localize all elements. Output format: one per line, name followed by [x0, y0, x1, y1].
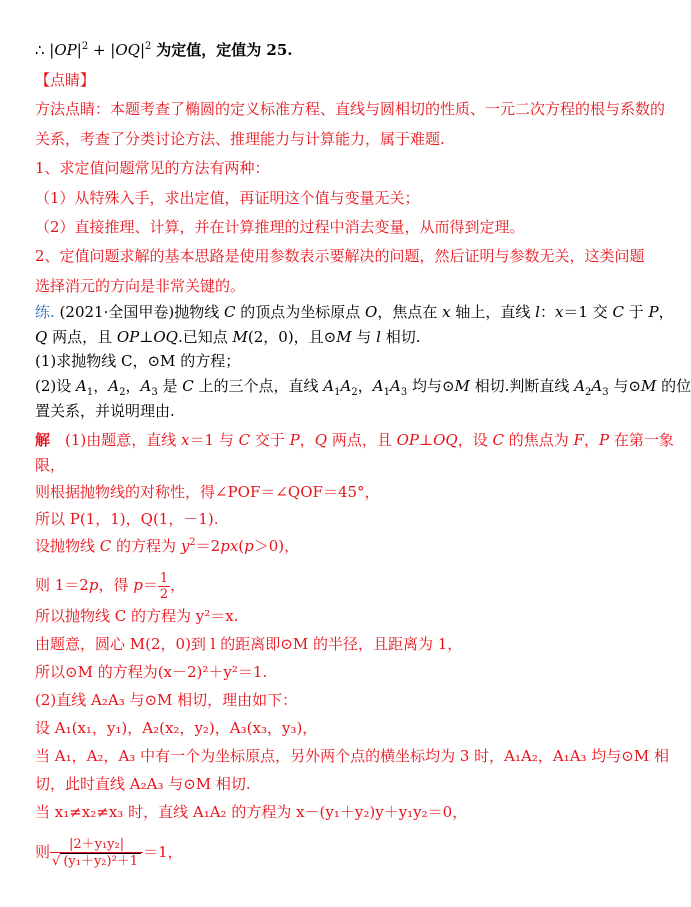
practice-label: 练.	[35, 303, 55, 321]
distance-suffix: ＝1，	[143, 843, 183, 861]
solution-case-2-line: 当 x₁≠x₂≠x₃ 时，直线 A₁A₂ 的方程为 x－(y₁＋y₂)y＋y₁y₂＝0，	[35, 803, 468, 821]
summary-line-2: 关系，考查了分类讨论方法、推理能力与计算能力，属于难题.	[35, 130, 445, 148]
problem-line-1: 练. (2021·全国甲卷)抛物线 C 的顶点为坐标原点 O，焦点在 x 轴上，直线 l：x＝1 交 C 于 P，	[35, 303, 674, 321]
solution-part2-intro: (2)直线 A₂A₃ 与⊙M 相切，理由如下：	[35, 691, 298, 709]
question-2-line-2: 置关系，并说明理由.	[35, 402, 175, 420]
formula-op-oq: ∴ $|OP|^2 + |OQ|^2$	[35, 41, 152, 59]
idea-line-1: 2、定值问题求解的基本思路是使用参数表示要解决的问题，然后证明与参数无关，这类问题	[35, 247, 645, 265]
solution-line-2: 限，	[35, 456, 66, 474]
problem-source: (2021·全国甲卷)	[54, 303, 175, 321]
idea-line-2: 选择消元的方向是非常关键的。	[35, 277, 246, 295]
distance-fraction: $\frac{\text{|2＋y₁y₂|}}{\text{√ (y₁＋y₂)²＋1}}$	[50, 837, 143, 869]
question-1: (1)求抛物线 C，⊙M 的方程；	[35, 352, 241, 370]
distance-numerator: |2＋y₁y₂|	[50, 837, 143, 853]
method-item-2: （2）直接推理、计算，并在计算推理的过程中消去变量，从而得到定理。	[35, 218, 525, 236]
solution-symmetry: 则根据抛物线的对称性，得∠POF＝∠QOF＝45°，	[35, 483, 380, 501]
solution-parabola-eq: 所以抛物线 C 的方程为 y²＝x.	[35, 607, 239, 625]
question-2-line-1: (2)设 $A_1$，$A_2$，$A_3$ 是 C 上的三个点，直线 $A_1A_2$，$A_1A_3$ 均与⊙M 相切.判断直线 $A_2A_3$ 与⊙M 的位	[35, 377, 691, 398]
summary-line-1: 方法点睛：本题考查了椭圆的定义标准方程、直线与圆相切的性质、一元二次方程的根与系数的	[35, 100, 666, 118]
solution-set-equation: 设抛物线 C 的方程为 $y^2=2px(p>0)$，	[35, 537, 300, 555]
solution-label: 解	[35, 431, 51, 449]
solution-line-1: 解 (1)由题意，直线 x＝1 与 C 交于 P，Q 两点，且 OP⊥OQ，设 C 的焦点为 F，P 在第一象	[35, 431, 674, 449]
conclusion-line	[35, 40, 624, 60]
method-heading: 1、求定值问题常见的方法有两种：	[35, 159, 270, 177]
distance-prefix: 则	[35, 843, 51, 861]
distance-denominator: (y₁＋y₂)²＋1	[60, 853, 141, 869]
solution-circle-eq: 所以⊙M 的方程为(x－2)²＋y²＝1.	[35, 663, 268, 681]
solution-set-points: 设 A₁(x₁，y₁)，A₂(x₂，y₂)，A₃(x₃，y₃)，	[35, 719, 318, 737]
solution-case-1-line-1: 当 A₁，A₂，A₃ 中有一个为坐标原点，另外两个点的横坐标均为 3 时，A₁A₂，A₁A₃ 均与⊙M 相	[35, 747, 670, 765]
fraction-one-half: $\frac{1}{2}$	[159, 570, 169, 602]
conclusion-text: 为定值，定值为 25.	[156, 41, 293, 59]
solution-find-p: 则 1＝2p，得 p＝ $\frac{1}{2}$ ，	[35, 570, 186, 602]
solution-points: 所以 P(1，1)，Q(1，－1).	[35, 510, 219, 528]
dianjing-heading: 【点睛】	[35, 71, 96, 89]
solution-case-1-line-2: 切，此时直线 A₂A₃ 与⊙M 相切.	[35, 775, 251, 793]
solution-distance-eq	[35, 832, 624, 872]
method-item-1: （1）从特殊入手，求出定值，再证明这个值与变量无关；	[35, 189, 420, 207]
solution-circle-radius: 由题意，圆心 M(2，0)到 l 的距离即⊙M 的半径，且距离为 1，	[35, 635, 463, 653]
problem-line-2: Q 两点，且 OP⊥OQ.已知点 M(2，0)，且⊙M 与 l 相切.	[35, 328, 421, 346]
